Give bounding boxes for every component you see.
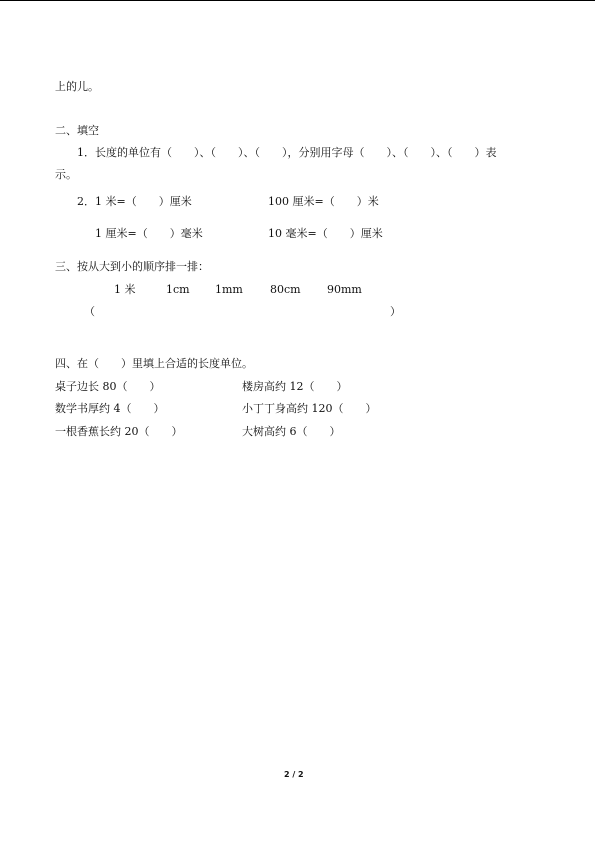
question-1-line-1: 1．长度的单位有（ ）、（ ）、（ ），分别用字母（ ）、（ ）、（ ）表 — [77, 146, 497, 159]
question-2-item-a: 2．1 米=（ ）厘米 — [77, 195, 192, 208]
page-number: 2 / 2 — [284, 770, 304, 779]
section-3-title: 三、按从大到小的顺序排一排： — [55, 260, 209, 273]
section-2-title: 二、填空 — [55, 124, 99, 137]
continuation-text: 上的儿。 — [55, 80, 99, 93]
order-item: 1mm — [215, 283, 243, 296]
unit-item: 一根香蕉长约 20（ ） — [55, 425, 183, 438]
unit-item: 数学书厚约 4（ ） — [55, 402, 165, 415]
order-item: 1cm — [166, 283, 190, 296]
order-item: 80cm — [270, 283, 301, 296]
unit-item: 桌子边长 80（ ） — [55, 380, 161, 393]
unit-item: 大树高约 6（ ） — [242, 425, 341, 438]
unit-item: 楼房高约 12（ ） — [242, 380, 348, 393]
order-item: 90mm — [327, 283, 362, 296]
question-1-line-2: 示。 — [55, 168, 77, 181]
question-2-item-b: 100 厘米=（ ）米 — [268, 195, 379, 208]
order-item: 1 米 — [114, 283, 136, 296]
question-2-item-d: 10 毫米=（ ）厘米 — [268, 227, 383, 240]
answer-close-paren: ） — [390, 305, 401, 318]
section-4-title: 四、在（ ）里填上合适的长度单位。 — [55, 357, 253, 370]
unit-item: 小丁丁身高约 120（ ） — [242, 402, 377, 415]
top-border-line — [0, 0, 595, 1]
answer-open-paren: （ — [84, 305, 95, 318]
question-2-item-c: 1 厘米=（ ）毫米 — [95, 227, 203, 240]
